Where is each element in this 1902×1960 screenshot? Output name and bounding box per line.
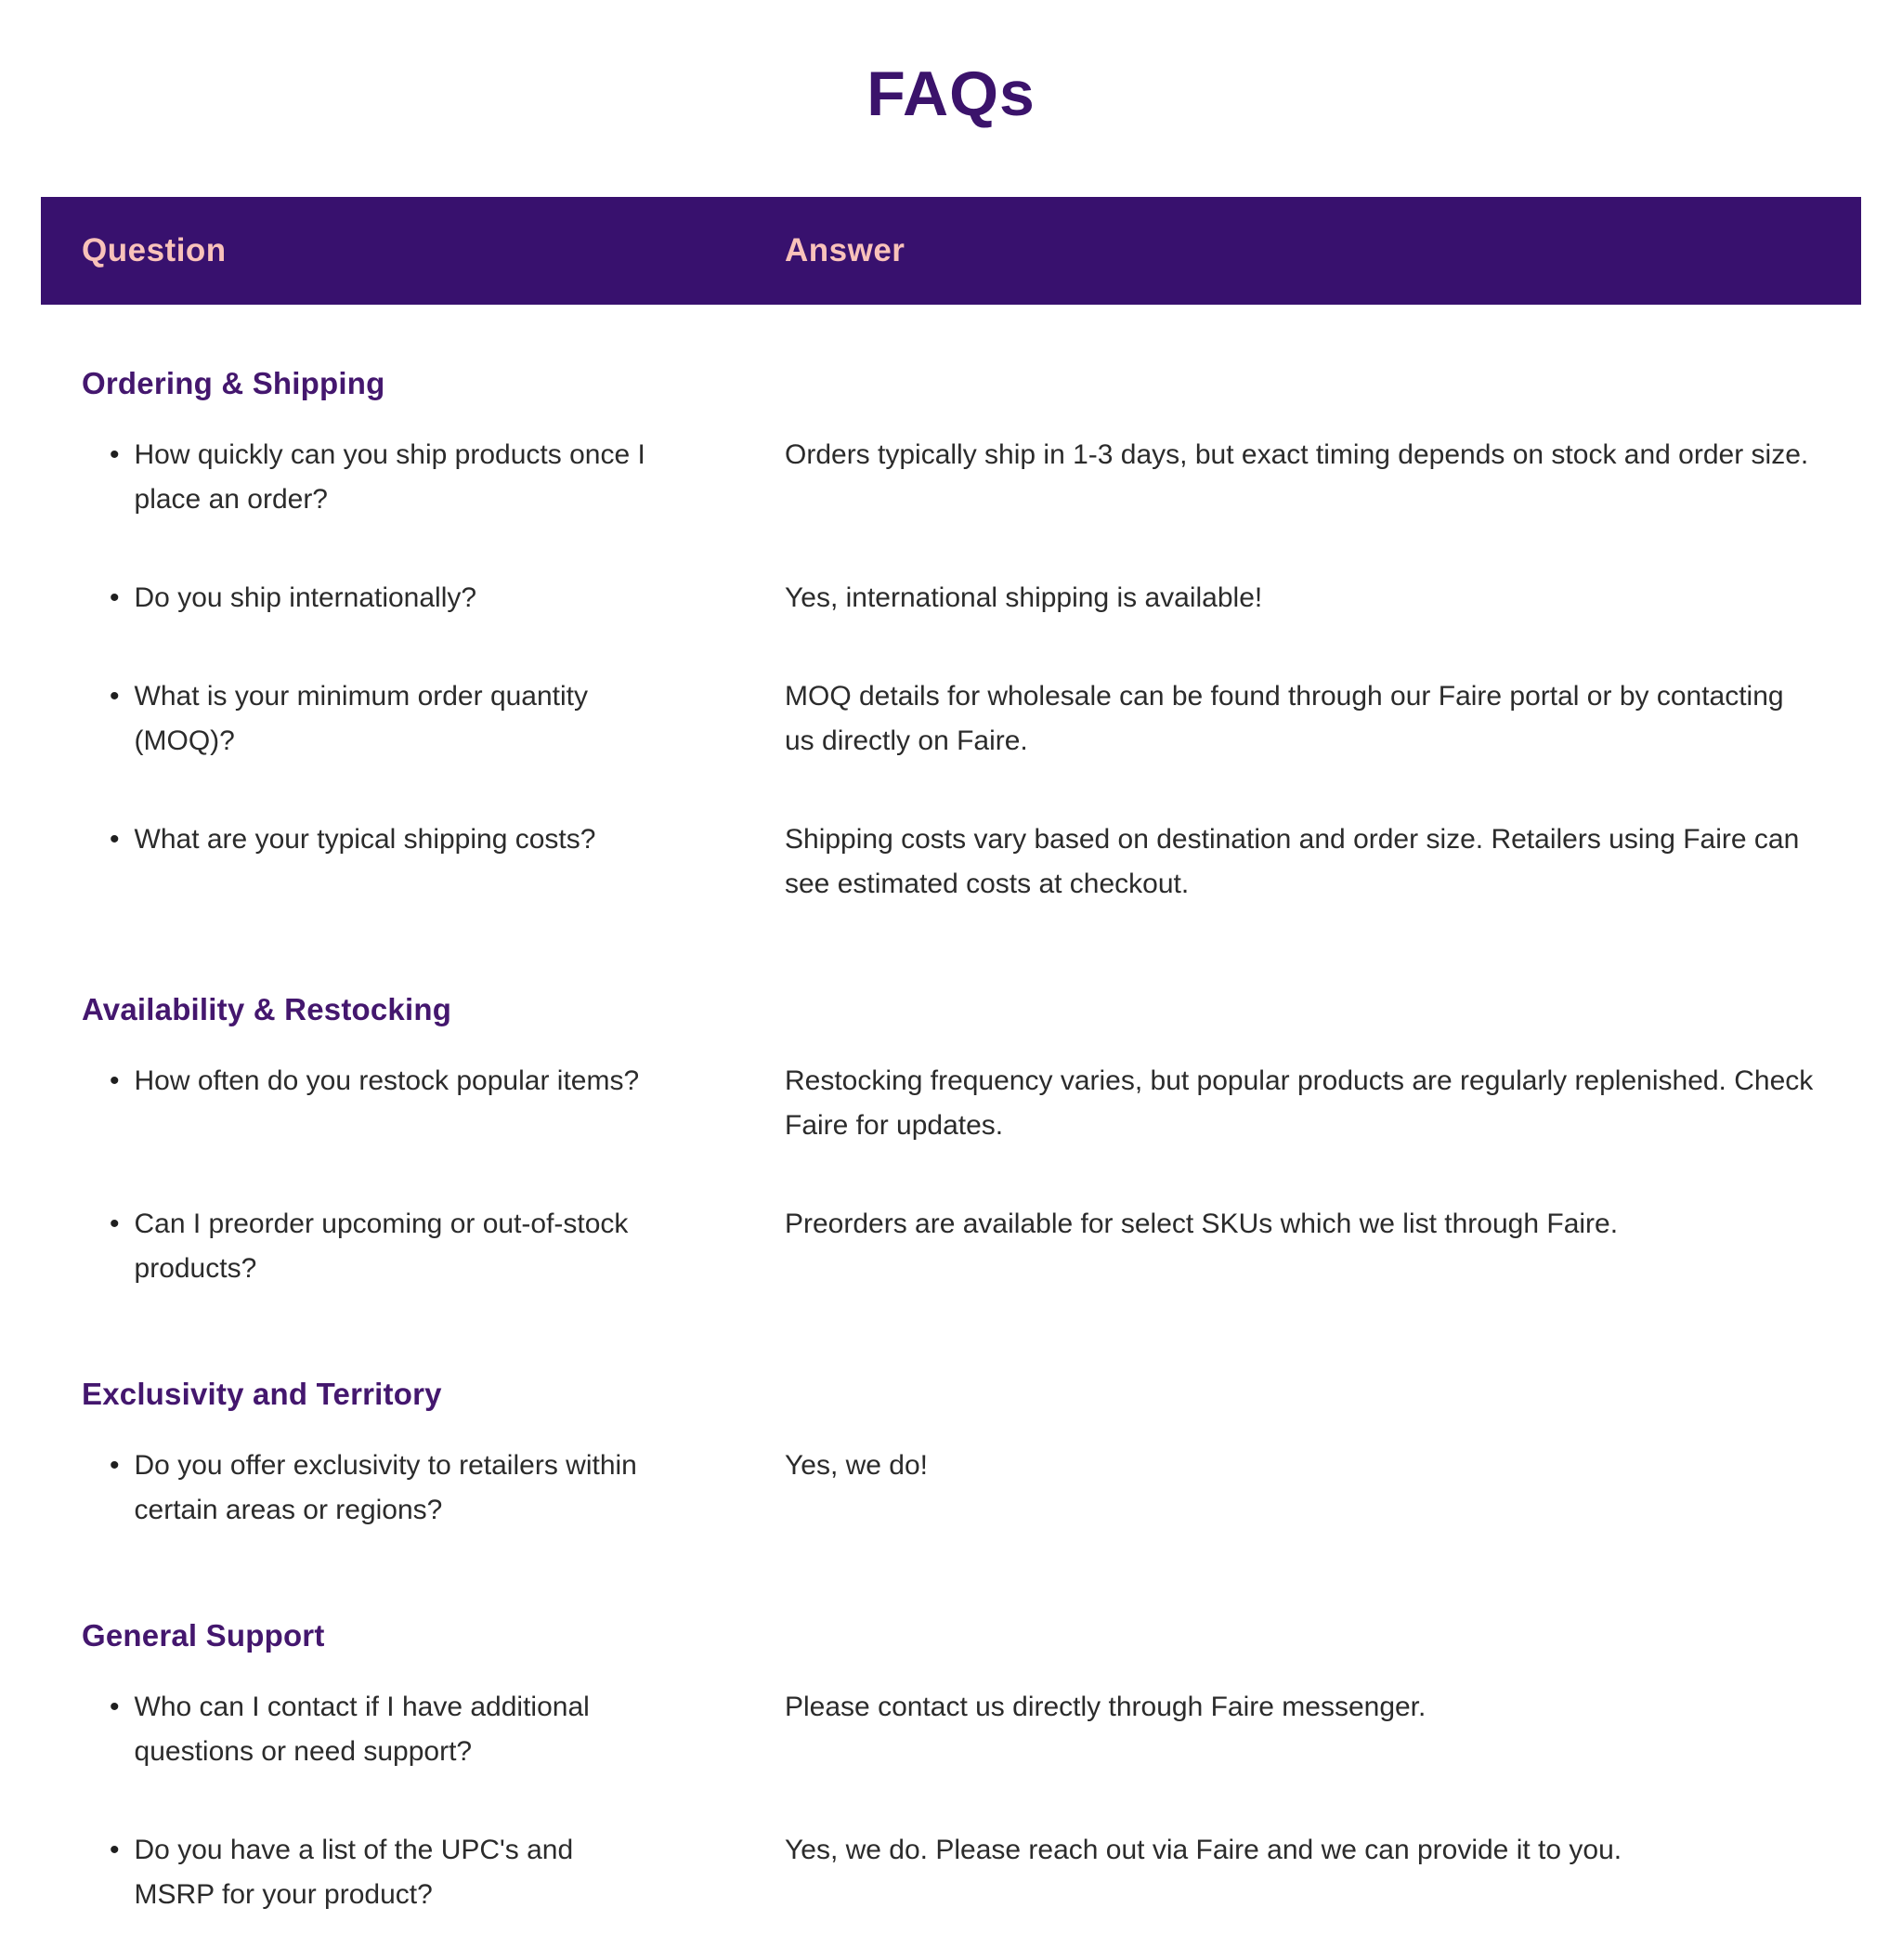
question-cell xyxy=(0,674,673,764)
section-general-support xyxy=(0,1618,1902,1917)
answer-text: Yes, we do! xyxy=(785,1450,928,1481)
question-cell xyxy=(0,817,673,862)
answer-text: Orders typically ship in 1-3 days, but exact timing depends on stock and order size. xyxy=(785,439,1809,470)
answer-column-header: Answer xyxy=(785,232,905,268)
question-text: How often do you restock popular items? xyxy=(134,1065,640,1096)
bullet-icon: • xyxy=(110,1692,120,1722)
faq-row xyxy=(0,817,1902,907)
answer-text: Yes, we do. Please reach out via Faire and we can provide it to you. xyxy=(785,1835,1622,1865)
answer-text: MOQ details for wholesale can be found through our Faire portal or by contacting us directly on Faire. xyxy=(785,681,1784,756)
question-text: Do you offer exclusivity to retailers within certain areas or regions? xyxy=(134,1450,637,1525)
question-text: What are your typical shipping costs? xyxy=(134,824,596,855)
answer-text: Please contact us directly through Faire messenger. xyxy=(785,1692,1426,1722)
section-heading: Availability & Restocking xyxy=(82,992,452,1026)
answer-text: Yes, international shipping is available! xyxy=(785,582,1263,613)
answer-text: Shipping costs vary based on destination and order size. Retailers using Faire can see estimated costs at checkout. xyxy=(785,824,1800,899)
question-text: How quickly can you ship products once I place an order? xyxy=(134,439,645,515)
section-heading: Exclusivity and Territory xyxy=(82,1377,442,1411)
faq-content xyxy=(0,366,1902,1917)
question-cell xyxy=(0,1059,673,1104)
faq-row xyxy=(0,576,1902,621)
bullet-icon: • xyxy=(110,681,120,712)
bullet-icon: • xyxy=(110,1209,120,1239)
faq-row xyxy=(0,1828,1902,1917)
bullet-icon: • xyxy=(110,1835,120,1865)
question-cell xyxy=(0,1685,673,1774)
question-text: Do you have a list of the UPC's and MSRP for your product? xyxy=(134,1835,574,1910)
page-title: FAQs xyxy=(866,59,1036,129)
section-ordering-shipping xyxy=(0,366,1902,907)
bullet-icon: • xyxy=(110,1450,120,1481)
answer-text: Preorders are available for select SKUs which we list through Faire. xyxy=(785,1209,1619,1239)
section-heading: Ordering & Shipping xyxy=(82,366,385,400)
faq-row xyxy=(0,1685,1902,1774)
question-cell xyxy=(0,433,673,522)
faq-row xyxy=(0,433,1902,522)
question-text: What is your minimum order quantity (MOQ)? xyxy=(134,681,589,756)
question-text: Do you ship internationally? xyxy=(134,582,477,613)
faq-row xyxy=(0,1202,1902,1291)
question-cell xyxy=(0,1444,673,1533)
question-cell xyxy=(0,576,673,621)
bullet-icon: • xyxy=(110,824,120,855)
bullet-icon: • xyxy=(110,582,120,613)
question-text: Who can I contact if I have additional questions or need support? xyxy=(134,1692,590,1767)
section-exclusivity-territory xyxy=(0,1377,1902,1533)
question-column-header: Question xyxy=(82,232,227,268)
section-availability-restocking xyxy=(0,992,1902,1291)
faq-row xyxy=(0,1059,1902,1148)
question-cell xyxy=(0,1202,673,1291)
question-cell xyxy=(0,1828,673,1917)
bullet-icon: • xyxy=(110,1065,120,1096)
answer-text: Restocking frequency varies, but popular products are regularly replenished. Check Faire for updates. xyxy=(785,1065,1814,1141)
section-heading: General Support xyxy=(82,1618,325,1653)
question-text: Can I preorder upcoming or out-of-stock products? xyxy=(134,1209,629,1284)
faq-row xyxy=(0,674,1902,764)
bullet-icon: • xyxy=(110,439,120,470)
faq-row xyxy=(0,1444,1902,1533)
table-header-bar xyxy=(41,197,1861,305)
